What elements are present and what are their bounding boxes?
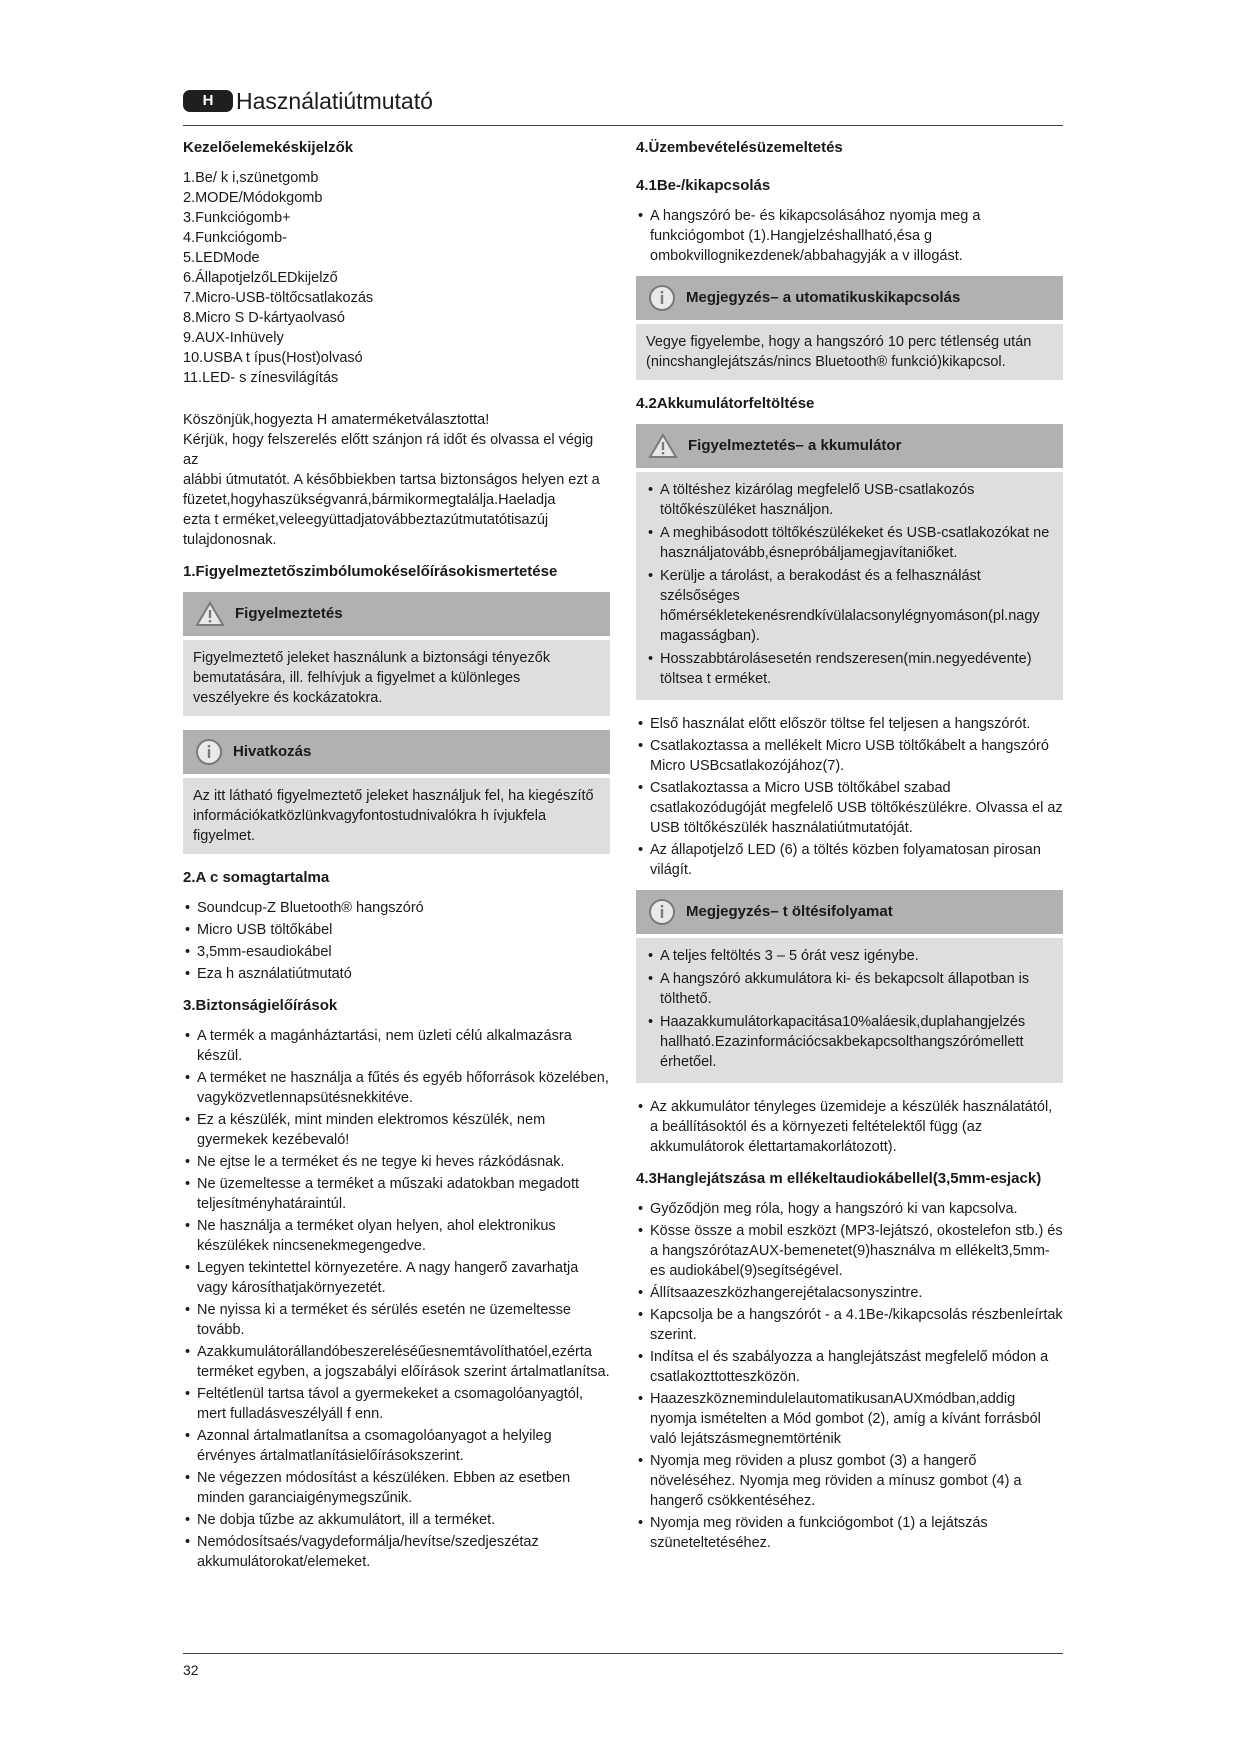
section-4-1-heading: 4.1Be-/kikapcsolás bbox=[636, 177, 771, 194]
list-item: • Kösse össze a mobil eszközt (MP3-lejátszó, okostelefon stb.) és a hangszórótazAUX-bemenetet(9)használva m ellékelt3,5mm-es audiokábel(9)segítségével. bbox=[636, 1221, 1063, 1281]
list-item: 4.Funkciógomb- bbox=[183, 230, 287, 246]
battery-warning-list bbox=[646, 480, 1053, 689]
list-item: • Ne üzemeltesse a terméket a műszaki adatokban megadott teljesítményhatáraintúl. bbox=[183, 1174, 610, 1214]
auto-off-note-title: Megjegyzés– a utomatikuskikapcsolás bbox=[686, 289, 961, 306]
list-item: • Ne ejtse le a terméket és ne tegye ki heves rázkódásnak. bbox=[183, 1152, 610, 1172]
list-item: • Első használat előtt először töltse fel teljesen a hangszórót. bbox=[636, 714, 1063, 734]
list-item: 3.Funkciógomb+ bbox=[183, 210, 291, 226]
paragraph-line: alábbi útmutatót. A későbbiekben tartsa biztonságos helyen ezt a bbox=[183, 472, 600, 488]
list-item: • Hosszabbtárolásesetén rendszeresen(min.negyedévente) töltsea t erméket. bbox=[646, 649, 1053, 689]
section-4-3-heading: 4.3Hanglejátszása m ellékeltaudiokábellel(3,5mm-esjack) bbox=[636, 1170, 1042, 1187]
note-box-header bbox=[183, 730, 610, 774]
list-item: • Nemódosítsaés/vagydeformálja/hevítse/szedjeszétaz akkumulátorokat/elemeket. bbox=[183, 1532, 610, 1572]
language-badge: H bbox=[183, 90, 233, 112]
charge-note-list bbox=[646, 946, 1053, 1072]
list-item: 9.AUX-Inhüvely bbox=[183, 330, 284, 346]
list-item: • A hangszóró akkumulátora ki- és bekapcsolt állapotban is tölthető. bbox=[646, 969, 1053, 1009]
warning-triangle-icon bbox=[195, 601, 225, 627]
list-item: • Ne végezzen módosítást a készüléken. Ebben az esetben minden garanciaigénymegszűnik. bbox=[183, 1468, 610, 1508]
charging-list bbox=[636, 714, 1063, 880]
list-item: • Soundcup-Z Bluetooth® hangszóró bbox=[183, 898, 610, 918]
list-item: • A termék a magánháztartási, nem üzleti célú alkalmazásra készül. bbox=[183, 1026, 610, 1066]
list-item: • A hangszóró be- és kikapcsolásához nyomja meg a funkciógombot (1).Hangjelzéshallható,ésa g ombokvillognikezdenek/abbahagyják a v illogást. bbox=[636, 206, 1063, 266]
right-column bbox=[636, 138, 1063, 1555]
list-item: • Ne dobja tűzbe az akkumulátort, ill a terméket. bbox=[183, 1510, 610, 1530]
list-item: 6.ÁllapotjelzőLEDkijelző bbox=[183, 270, 338, 286]
info-circle-icon bbox=[648, 898, 676, 926]
charge-note-header bbox=[636, 890, 1063, 934]
section-4-heading: 4.Üzembevételésüzemeltetés bbox=[636, 139, 843, 156]
list-item: • Ne nyissa ki a terméket és sérülés esetén ne üzemeltesse tovább. bbox=[183, 1300, 610, 1340]
list-item: • Kapcsolja be a hangszórót - a 4.1Be-/kikapcsolás részbenleírtak szerint. bbox=[636, 1305, 1063, 1345]
note-box-title: Hivatkozás bbox=[233, 743, 312, 760]
package-list bbox=[183, 898, 610, 984]
battery-warning-title: Figyelmeztetés– a kkumulátor bbox=[688, 437, 902, 454]
note-box bbox=[183, 730, 610, 854]
list-item: 7.Micro-USB-töltőcsatlakozás bbox=[183, 290, 374, 306]
list-item: 11.LED- s zínesvilágítás bbox=[183, 370, 339, 386]
auto-off-note-box bbox=[636, 276, 1063, 380]
list-item: • A töltéshez kizárólag megfelelő USB-csatlakozós töltőkészüléket használjon. bbox=[646, 480, 1053, 520]
warning-box-title: Figyelmeztetés bbox=[235, 605, 343, 622]
charge-note-box bbox=[636, 890, 1063, 1083]
warning-triangle-icon bbox=[648, 433, 678, 459]
list-item: • A terméket ne használja a fűtés és egyéb hőforrások közelében, vagyközvetlennapsütésnekkitéve. bbox=[183, 1068, 610, 1108]
info-circle-icon bbox=[195, 738, 223, 766]
list-item: • Legyen tekintettel környezetére. A nagy hangerő zavarhatja vagy károsíthatjakörnyezetét. bbox=[183, 1258, 610, 1298]
paragraph-line: Köszönjük,hogyezta H amaterméketválasztotta! bbox=[183, 412, 490, 428]
footer-divider bbox=[183, 1653, 1063, 1654]
list-item: • Nyomja meg röviden a funkciógombot (1) a lejátszás szüneteltetéséhez. bbox=[636, 1513, 1063, 1553]
paragraph-line: tulajdonosnak. bbox=[183, 532, 277, 548]
list-item: • Eza h asználatiútmutató bbox=[183, 964, 610, 984]
list-item: • Feltétlenül tartsa távol a gyermekeket a csomagolóanyagtól, mert fulladásveszélyáll f enn. bbox=[183, 1384, 610, 1424]
list-item: 1.Be/ k i,szünetgomb bbox=[183, 170, 319, 186]
battery-warning-body bbox=[636, 472, 1063, 700]
auto-off-note-text: Vegye figyelembe, hogy a hangszóró 10 perc tétlenség után (nincshanglejátszás/nincs Bluetooth® funkció)kikapcsol. bbox=[636, 324, 1063, 380]
paragraph-line: Kérjük, hogy felszerelés előtt szánjon rá időt és olvassa el végig az bbox=[183, 432, 594, 468]
list-item: • 3,5mm-esaudiokábel bbox=[183, 942, 610, 962]
list-item: • Haazakkumulátorkapacitása10%aláesik,duplahangjelzés hallható.Ezazinformációcsakbekapcsolthangszórómellett érhetőel. bbox=[646, 1012, 1053, 1072]
page-number: 32 bbox=[183, 1662, 199, 1678]
controls-list bbox=[183, 168, 610, 388]
list-item: • Az állapotjelző LED (6) a töltés közben folyamatosan pirosan világít. bbox=[636, 840, 1063, 880]
section-3-heading: 3.Biztonságielőírások bbox=[183, 997, 338, 1014]
header-divider bbox=[183, 125, 1063, 126]
paragraph-line: füzetet,hogyhaszükségvanrá,bármikormegtalálja.Haeladja bbox=[183, 492, 556, 508]
list-item: • Azakkumulátorállandóbeszereléséűesnemtávolíthatóel,ezérta terméket egyben, a jogszabályi előírások szerint ártalmatlanítsa. bbox=[183, 1342, 610, 1382]
section-2-heading: 2.A c somagtartalma bbox=[183, 869, 330, 886]
list-item: • Az akkumulátor tényleges üzemideje a készülék használatától, a beállításoktól és a környezeti feltételektől függ (az akkumulátorok élettartamakorlátozott). bbox=[636, 1097, 1063, 1157]
battery-warning-box bbox=[636, 424, 1063, 700]
page-header bbox=[183, 86, 1063, 126]
section-4-2-heading: 4.2Akkumulátorfeltöltése bbox=[636, 395, 815, 412]
list-item: • Állítsaazeszközhangerejétalacsonyszintre. bbox=[636, 1283, 1063, 1303]
list-item: 5.LEDMode bbox=[183, 250, 260, 266]
list-item: • A meghibásodott töltőkészülékeket és USB-csatlakozókat ne használjatovább,ésnepróbáljamegjavítaniőket. bbox=[646, 523, 1053, 563]
list-item: • HaazeszköznemindulelautomatikusanAUXmódban,addig nyomja ismételten a Mód gombot (2), amíg a kívánt forrásból való lejátszásmegnemtörténik bbox=[636, 1389, 1063, 1449]
list-item: • Indítsa el és szabályozza a hanglejátszást megfelelő módon a csatlakozttotteszközön. bbox=[636, 1347, 1063, 1387]
info-circle-icon bbox=[648, 284, 676, 312]
section-1-heading: 1.Figyelmeztetőszimbólumokéselőírásokismertetése bbox=[183, 563, 558, 580]
list-item: 2.MODE/Módokgomb bbox=[183, 190, 323, 206]
warning-box bbox=[183, 592, 610, 716]
note-box-text: Az itt látható figyelmeztető jeleket használjuk fel, ha kiegészítő információkatközlünkvagyfontostudnivalókra h ívjukfela figyelmet. bbox=[183, 778, 610, 854]
warning-box-text: Figyelmeztető jeleket használunk a biztonsági tényezők bemutatására, ill. felhívjuk a figyelmet a különleges veszélyekre és kockázatokra. bbox=[183, 640, 610, 716]
thanks-paragraph bbox=[183, 410, 610, 550]
aux-playback-list bbox=[636, 1199, 1063, 1553]
page-title: Használatiútmutató bbox=[236, 88, 433, 114]
paragraph-line: ezta t erméket,veleegyüttadjatovábbeztazútmutatótisazúj bbox=[183, 512, 549, 528]
left-column bbox=[183, 138, 610, 1574]
list-item: • Micro USB töltőkábel bbox=[183, 920, 610, 940]
battery-warning-header bbox=[636, 424, 1063, 468]
controls-heading: Kezelőelemekéskijelzők bbox=[183, 139, 354, 156]
list-item: • Ne használja a terméket olyan helyen, ahol elektronikus készülékek nincsenekmegengedve. bbox=[183, 1216, 610, 1256]
list-item: • Győződjön meg róla, hogy a hangszóró ki van kapcsolva. bbox=[636, 1199, 1063, 1219]
list-item: 8.Micro S D-kártyaolvasó bbox=[183, 310, 345, 326]
list-item: 10.USBA t ípus(Host)olvasó bbox=[183, 350, 363, 366]
list-item: • Azonnal ártalmatlanítsa a csomagolóanyagot a helyileg érvényes ártalmatlanításielőírásokszerint. bbox=[183, 1426, 610, 1466]
charge-note-body bbox=[636, 938, 1063, 1083]
list-item: • Csatlakoztassa a mellékelt Micro USB töltőkábelt a hangszóró Micro USBcsatlakozójához(7). bbox=[636, 736, 1063, 776]
list-item: • A teljes feltöltés 3 – 5 órát vesz igénybe. bbox=[646, 946, 1053, 966]
charge-note-title: Megjegyzés– t öltésifolyamat bbox=[686, 903, 893, 920]
list-item: • Ez a készülék, mint minden elektromos készülék, nem gyermekek kezébevaló! bbox=[183, 1110, 610, 1150]
list-item: • Csatlakoztassa a Micro USB töltőkábel szabad csatlakozódugóját megfelelő USB töltőkészülékre. Olvassa el az USB töltőkészülék használatiútmutatóját. bbox=[636, 778, 1063, 838]
battery-life-list bbox=[636, 1097, 1063, 1157]
power-on-off-list bbox=[636, 206, 1063, 266]
safety-list bbox=[183, 1026, 610, 1572]
list-item: • Kerülje a tárolást, a berakodást és a felhasználást szélsőséges hőmérsékletekenésrendkívülalacsonylégnyomáson(pl.nagy magasságban). bbox=[646, 566, 1053, 646]
list-item: • Nyomja meg röviden a plusz gombot (3) a hangerő növeléséhez. Nyomja meg röviden a mínusz gombot (4) a hangerő csökkentéséhez. bbox=[636, 1451, 1063, 1511]
warning-box-header bbox=[183, 592, 610, 636]
auto-off-note-header bbox=[636, 276, 1063, 320]
